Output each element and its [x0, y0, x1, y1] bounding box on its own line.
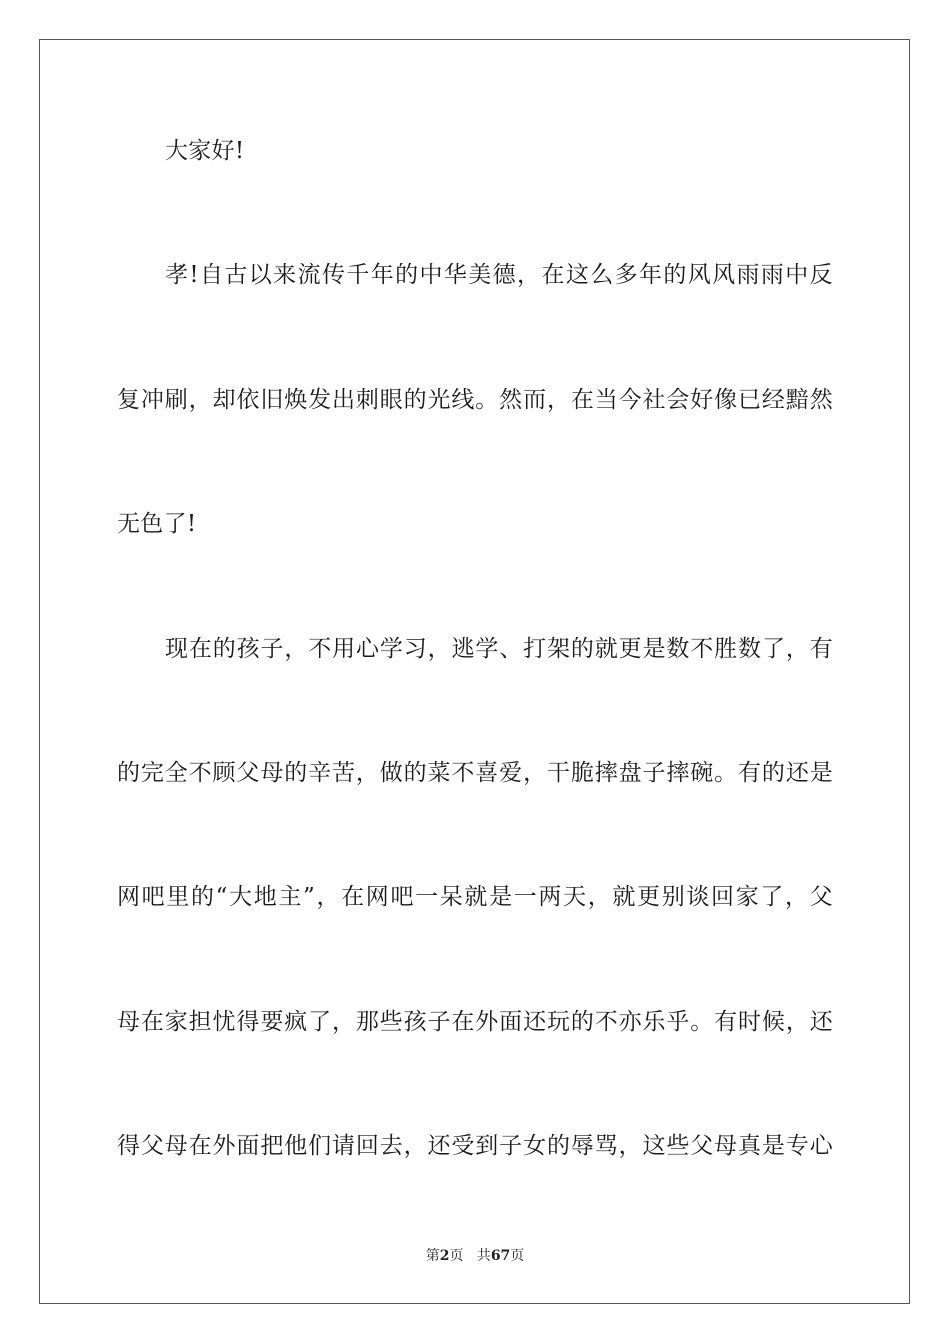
page-border — [39, 39, 910, 1304]
page-footer — [0, 1247, 950, 1265]
paragraph-1-line-2: 复冲刷，却依旧焕发出刺眼的光线。然而，在当今社会好像已经黯然 — [117, 387, 833, 413]
paragraph-1-line-3: 无色了! — [117, 511, 197, 537]
greeting-line: 大家好! — [165, 138, 245, 164]
paragraph-2-line-1: 现在的孩子，不用心学习，逃学、打架的就更是数不胜数了，有 — [165, 636, 833, 662]
total-pages: 67 — [490, 1248, 511, 1264]
total-suffix: 页 — [510, 1248, 525, 1264]
page-number: 2 — [439, 1248, 450, 1264]
paragraph-2-line-5: 得父母在外面把他们请回去，还受到子女的辱骂，这些父母真是专心 — [117, 1133, 833, 1159]
page-suffix: 页 — [449, 1248, 464, 1264]
paragraph-1-line-1: 孝!自古以来流传千年的中华美德，在这么多年的风风雨雨中反 — [165, 262, 833, 288]
total-prefix: 共 — [476, 1248, 491, 1264]
paragraph-2-line-3: 网吧里的“大地主”，在网吧一呆就是一两天，就更别谈回家了，父 — [117, 884, 833, 910]
paragraph-2-line-4: 母在家担忧得要疯了，那些孩子在外面还玩的不亦乐乎。有时候，还 — [117, 1009, 833, 1035]
page-prefix: 第 — [425, 1248, 440, 1264]
paragraph-2-line-2: 的完全不顾父母的辛苦，做的菜不喜爱，干脆摔盘子摔碗。有的还是 — [117, 760, 833, 786]
